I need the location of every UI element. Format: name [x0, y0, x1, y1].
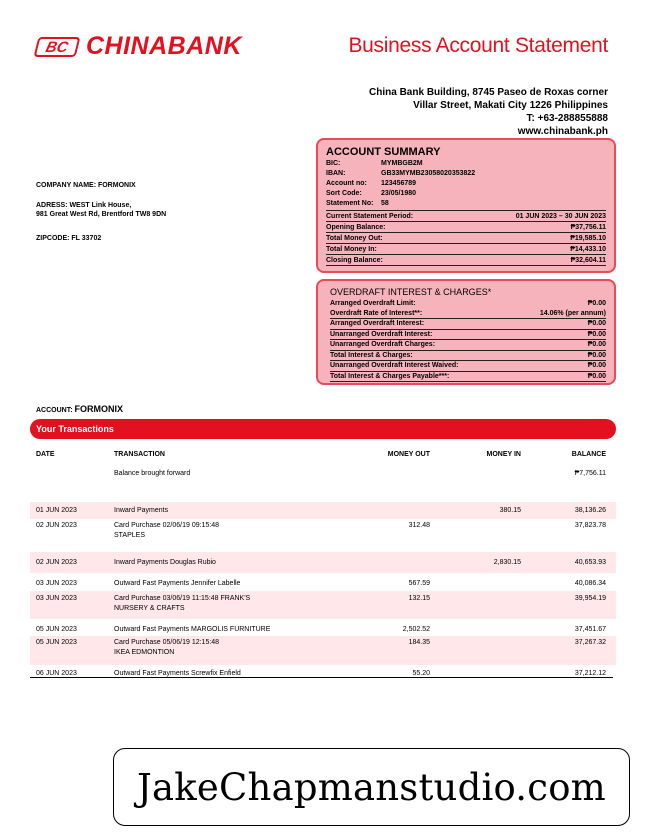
chinabank-logo-mark: BC — [34, 37, 81, 57]
summary-label: Current Statement Period: — [326, 213, 414, 220]
overdraft-value: ₱0.00 — [587, 341, 606, 348]
cell-money-in: 2,830.15 — [493, 559, 521, 566]
summary-row — [326, 210, 606, 222]
account-name: FORMONIX — [74, 404, 124, 414]
bank-website-link[interactable]: www.chinabank.ph — [517, 126, 608, 137]
chinabank-logo-text: CHINABANK — [86, 32, 242, 60]
transaction-line: Card Purchase 05/06/19 12:15:48 — [114, 639, 220, 646]
cell-balance: 37,212.12 — [574, 670, 606, 677]
cell-money-out: 312.48 — [408, 522, 430, 529]
cell-money-in — [430, 625, 521, 636]
overdraft-label: Total Interest & Charges Payable***: — [330, 372, 450, 380]
account-detail-row — [326, 179, 606, 189]
cell-money-out — [314, 558, 430, 573]
overdraft-value: ₱0.00 — [587, 330, 606, 338]
overdraft-row — [330, 299, 606, 309]
overdraft-value: ₱0.00 — [587, 351, 606, 359]
overdraft-value: 14.06% (per annum) — [539, 309, 606, 317]
cell-date: 02 JUN 2023 — [36, 559, 77, 566]
header-date: DATE — [36, 450, 55, 458]
table-bottom-rule — [30, 677, 613, 678]
transaction-line: STAPLES — [114, 532, 145, 539]
cell-balance: 37,267.32 — [574, 639, 606, 646]
cell-transaction — [114, 638, 314, 665]
account-summary-title: ACCOUNT SUMMARY — [326, 146, 441, 158]
cell-balance: 38,136.26 — [574, 507, 606, 514]
cell-balance: 37,823.78 — [574, 522, 606, 529]
company-name: COMPANY NAME: FORMONIX — [36, 182, 136, 189]
table-row — [30, 636, 616, 665]
company-address-line: 981 Great West Rd, Brentford TW8 9DN — [36, 211, 167, 218]
summary-value: ₱32,604.11 — [570, 257, 606, 264]
summary-value: 01 JUN 2023 – 30 JUN 2023 — [515, 213, 606, 220]
cell-date: 05 JUN 2023 — [36, 639, 77, 646]
cell-date: 03 JUN 2023 — [36, 580, 77, 587]
header-money-in: MONEY IN — [486, 450, 521, 458]
transactions-table — [30, 444, 616, 685]
cell-balance: ₱7,756.11 — [574, 470, 606, 477]
overdraft-label: Unarranged Overdraft Charges: — [330, 341, 436, 348]
detail-value: 123456789 — [381, 180, 417, 187]
cell-balance: 37,451.67 — [574, 626, 606, 633]
overdraft-row — [330, 361, 606, 372]
detail-label: Sort Code: — [326, 190, 362, 197]
account-detail-row — [326, 159, 606, 169]
watermark-banner: JakeChapmanstudio.com — [113, 748, 630, 826]
overdraft-label: Arranged Overdraft Interest: — [330, 320, 425, 327]
cell-money-in — [430, 469, 521, 484]
detail-value: 58 — [381, 200, 389, 207]
cell-money-out — [314, 506, 430, 519]
overdraft-row — [330, 319, 606, 330]
transaction-line: Card Purchase 02/06/19 09:15:48 — [114, 522, 220, 529]
bank-address — [369, 86, 608, 138]
transaction-line: Card Purchase 03/06/19 11:15:48 FRANK'S — [114, 595, 251, 602]
transaction-line: Outward Fast Payments MARGOLIS FURNITURE — [114, 626, 271, 633]
header-money-out: MONEY OUT — [387, 450, 430, 458]
detail-label: BIC: — [326, 160, 341, 167]
cell-money-out — [314, 469, 430, 484]
overdraft-label: Total Interest & Charges: — [330, 351, 413, 359]
account-detail-row — [326, 189, 606, 199]
overdraft-label: Overdraft Rate of Interest**: — [330, 309, 423, 317]
detail-value: 23/05/1980 — [381, 190, 417, 197]
transaction-line: Outward Fast Payments Screwfix Enfield — [114, 670, 241, 677]
overdraft-row — [330, 372, 606, 383]
account-line — [36, 404, 123, 414]
detail-value: GB33MYMB23058020353822 — [381, 170, 476, 177]
overdraft-row — [330, 351, 606, 362]
detail-label: Account no: — [326, 180, 367, 187]
cell-date: 03 JUN 2023 — [36, 595, 77, 602]
cell-money-out: 567.59 — [408, 580, 430, 587]
account-detail-row — [326, 199, 606, 209]
transaction-line: IKEA EDMONTION — [114, 649, 175, 656]
header-balance: BALANCE — [571, 450, 606, 458]
detail-label: Statement No: — [326, 200, 374, 207]
transaction-line: NURSERY & CRAFTS — [114, 605, 185, 612]
cell-money-out: 132.15 — [408, 595, 430, 602]
account-summary-box — [316, 138, 616, 273]
cell-transaction — [114, 506, 314, 519]
overdraft-row — [330, 309, 606, 320]
overdraft-label: Unarranged Overdraft Interest: — [330, 330, 433, 338]
cell-balance: 40,086.34 — [574, 580, 606, 587]
cell-money-out: 2,502.52 — [402, 626, 430, 633]
table-row — [30, 464, 616, 484]
company-zipcode: ZIPCODE: FL 33702 — [36, 235, 102, 242]
cell-money-in — [430, 579, 521, 591]
summary-row — [326, 255, 606, 266]
cell-money-in — [430, 594, 521, 619]
summary-label: Total Money In: — [326, 246, 377, 253]
cell-money-out: 55.20 — [412, 670, 430, 677]
overdraft-title: OVERDRAFT INTEREST & CHARGES* — [330, 287, 492, 297]
bank-address-line: China Bank Building, 8745 Paseo de Roxas corner — [369, 87, 608, 98]
overdraft-label: Arranged Overdraft Limit: — [330, 300, 416, 307]
account-detail-row — [326, 169, 606, 179]
overdraft-box — [316, 279, 616, 385]
cell-date: 02 JUN 2023 — [36, 522, 77, 529]
summary-row — [326, 233, 606, 244]
summary-rows — [326, 210, 606, 266]
account-label: ACCOUNT: — [36, 407, 73, 414]
table-row — [30, 552, 616, 573]
detail-value: MYMBGB2M — [381, 160, 423, 167]
overdraft-value: ₱0.00 — [587, 362, 606, 369]
table-row — [30, 519, 616, 552]
company-address — [36, 201, 166, 219]
summary-label: Closing Balance: — [326, 257, 383, 264]
summary-label: Total Money Out: — [326, 235, 383, 242]
table-row — [30, 591, 616, 619]
cell-money-in — [430, 521, 521, 552]
cell-transaction — [114, 521, 314, 552]
cell-money-in: 380.15 — [499, 507, 521, 514]
cell-money-out: 184.35 — [408, 639, 430, 646]
overdraft-row — [330, 330, 606, 341]
cell-transaction — [114, 579, 314, 591]
transaction-line: Inward Payments Douglas Rubio — [114, 559, 216, 566]
cell-transaction — [114, 558, 314, 573]
transaction-line: Balance brought forward — [114, 470, 191, 477]
table-row — [30, 573, 616, 591]
cell-balance: 39,954.19 — [574, 595, 606, 602]
account-details — [326, 159, 606, 209]
cell-transaction — [114, 625, 314, 636]
overdraft-value: ₱0.00 — [587, 320, 606, 327]
bank-address-line: Villar Street, Makati City 1226 Philippines — [413, 100, 608, 111]
cell-transaction — [114, 594, 314, 619]
summary-value: ₱19,585.10 — [570, 235, 606, 242]
transaction-line: Inward Payments — [114, 507, 169, 514]
chinabank-logo — [36, 32, 242, 61]
overdraft-label: Unarranged Overdraft Interest Waived: — [330, 362, 459, 369]
summary-row — [326, 244, 606, 255]
cell-money-in — [430, 638, 521, 665]
table-row — [30, 665, 616, 685]
company-address-line: ADRESS: WEST Link House, — [36, 202, 132, 209]
cell-date: 01 JUN 2023 — [36, 507, 77, 514]
cell-date — [30, 469, 114, 484]
summary-value: ₱14,433.10 — [570, 246, 606, 253]
detail-label: IBAN: — [326, 170, 346, 177]
table-header — [30, 444, 616, 464]
transactions-banner: Your Transactions — [30, 419, 616, 439]
overdraft-row — [330, 340, 606, 351]
transaction-line: Outward Fast Payments Jennifer Labelle — [114, 580, 241, 587]
cell-balance: 40,653.93 — [574, 559, 606, 566]
bank-phone: T: +63-288855888 — [526, 113, 608, 124]
table-row — [30, 619, 616, 636]
cell-date: 06 JUN 2023 — [36, 670, 77, 677]
header-transaction: TRANSACTION — [114, 450, 165, 458]
table-row — [30, 502, 616, 519]
overdraft-value: ₱0.00 — [587, 300, 606, 307]
document-title: Business Account Statement — [348, 34, 608, 57]
summary-label: Opening Balance: — [326, 224, 386, 231]
cell-transaction — [114, 469, 314, 484]
summary-row — [326, 222, 606, 233]
overdraft-value: ₱0.00 — [587, 372, 606, 380]
summary-value: ₱37,756.11 — [570, 224, 606, 231]
cell-date: 05 JUN 2023 — [36, 626, 77, 633]
